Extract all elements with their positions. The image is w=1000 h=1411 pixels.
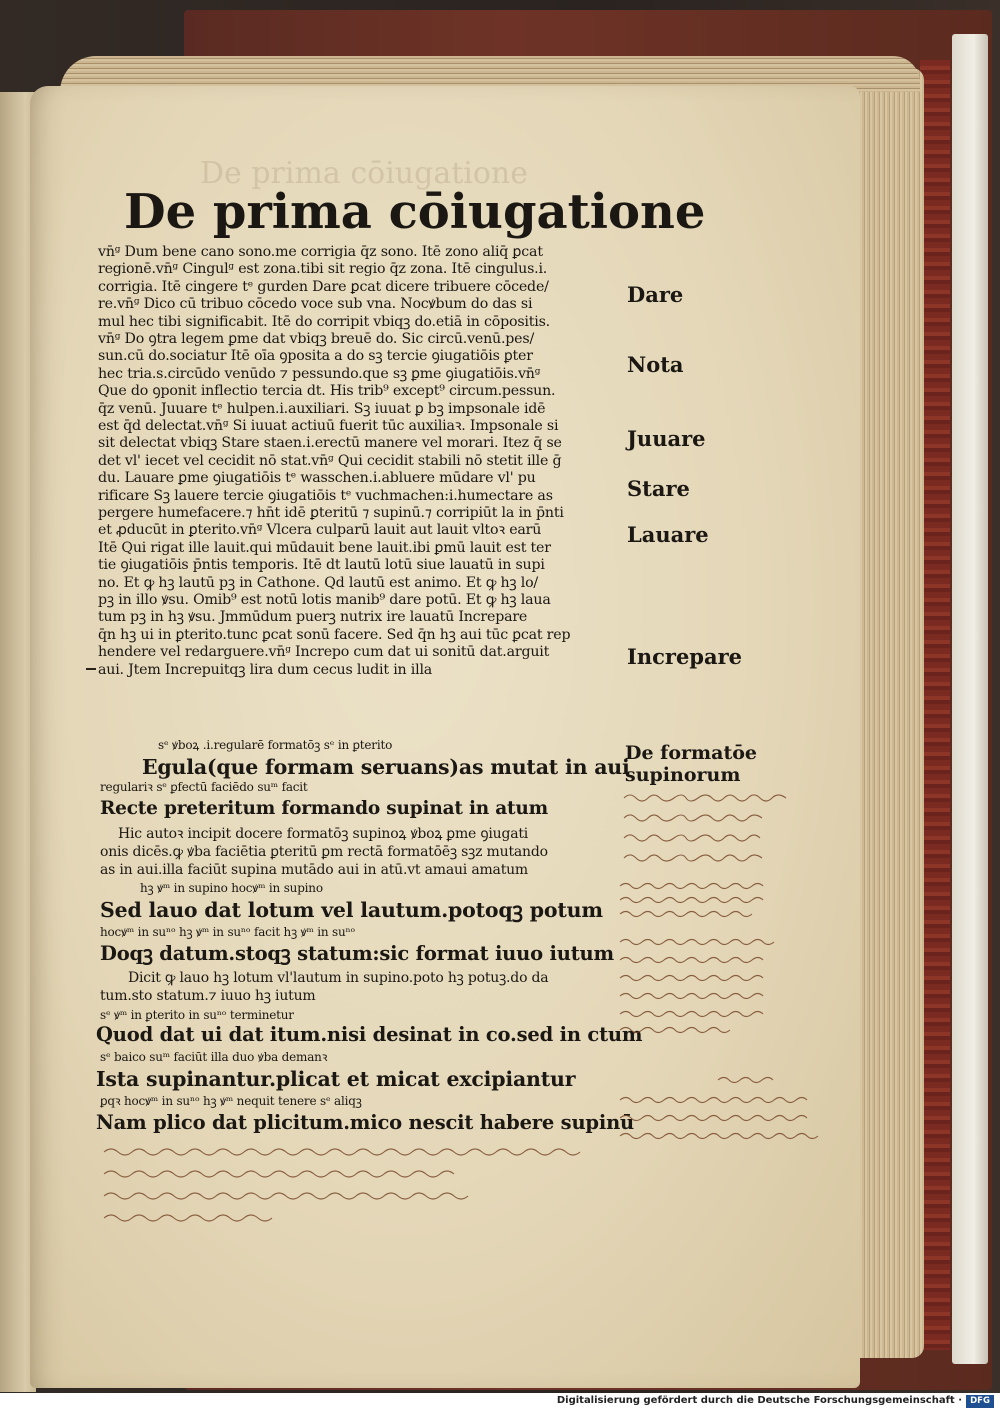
body-line: tum pꝫ in hꝫ ꝟsu. Jmmūdum puerꝫ nutrix ire lauatū Increpare xyxy=(98,609,528,626)
body-line: hendere vel redarguere.vn̄ᵍ Increpo cum dat ui sonitū dat.arguit xyxy=(98,644,550,661)
gloss-line-3: hꝫ ꝟᵐ in supino hocꝟᵐ in supino xyxy=(140,881,323,895)
verse-line-4: Doqꝫ datum.stoqꝫ statum:sic format iuuo iutum xyxy=(100,942,614,965)
gloss-line-6: sᵉ baico suᵐ faciūt illa duo ꝟba demanꝛ xyxy=(100,1050,328,1064)
margin-heading-nota: Nota xyxy=(627,352,684,377)
body-line: et ꝓducūt in ꝑterito.vn̄ᵍ Vlcera culparū lauit aut lauit vltoꝛ earū xyxy=(98,522,542,539)
commentary-line-4: Dicit ꝙ lauo hꝫ lotum vl'lautum in supino.poto hꝫ potuꝫ.do da xyxy=(128,970,549,986)
page-title: De prima cōiugatione xyxy=(124,184,706,240)
verse-line-5: Quod dat ui dat itum.nisi desinat in co.sed in ctum xyxy=(96,1023,643,1046)
margin-heading-dare: Dare xyxy=(627,282,684,307)
body-line: mul hec tibi significabit. Itē do corripit vbiqꝫ do.etiā in cōpositis. xyxy=(98,313,550,330)
body-line: q̄n hꝫ ui in ꝑterito.tunc ꝑcat sonū facere. Sed q̄n hꝫ aui tūc ꝑcat rep xyxy=(98,626,571,643)
gloss-line-7: ꝑqꝛ hocꝟᵐ in suⁿᵒ hꝫ ꝟᵐ nequit tenere sᵉ aliqꝫ xyxy=(100,1094,362,1108)
body-line: sit delectat vbiqꝫ Stare staen.i.erectū manere vel morari. Itez q̄ se xyxy=(98,435,562,452)
cover-red-edge xyxy=(920,60,950,1350)
commentary-line-1: Hic autoꝛ incipit docere formatōꝫ supinoꝝ ꝟboꝝ ꝑme ꝯiugati xyxy=(118,826,529,842)
body-line: rificare Sꝫ lauere tercie ꝯiugatiōis tᵉ vuchmachen:i.humectare as xyxy=(98,487,553,504)
margin-heading-lauare: Lauare xyxy=(627,522,709,547)
body-line: re.vn̄ᵍ Dico cū tribuo cōcedo voce sub vna. Nocꝟbum do das si xyxy=(98,296,533,313)
body-line: q̄z venū. Juuare tᵉ hulpen.i.auxiliari. Sꝫ iuuat ꝑ bꝫ impsonale idē xyxy=(98,400,546,417)
body-line: corrigia. Itē cingere tᵉ gurden Dare ꝑcat dicere tribuere cōcede/ xyxy=(98,278,549,295)
body-line: tie ꝯiugatiōis p̄ntis temporis. Itē dt lautū lotū siue lauatū in supi xyxy=(98,557,545,574)
verse-line-7: Nam plico dat plicitum.mico nescit habere supinū xyxy=(96,1111,635,1134)
body-line: vn̄ᵍ Dum bene cano sono.me corrigia q̄z sono. Itē zono aliq̄ ꝑcat xyxy=(98,244,543,260)
body-line: Que do ꝯponit inflectio tercia dt. His trib⁹ except⁹ circum.pessun. xyxy=(98,383,556,400)
gloss-line-4: hocꝟᵐ in suⁿᵒ hꝫ ꝟᵐ in suⁿᵒ facit hꝫ ꝟᵐ in suⁿᵒ xyxy=(100,925,355,939)
body-line: est q̄d delectat.vn̄ᵍ Si iuuat actiuū fuerit tūc auxiliaꝛ. Impsonale si xyxy=(98,418,559,434)
margin-heading-iuuare: Juuare xyxy=(627,426,706,451)
body-line: Itē Qui rigat ille lauit.qui mūdauit bene lauit.ibi ꝑmū lauit est ter xyxy=(98,539,551,556)
body-line: pergere humefacere.⁊ hn̄t idē ꝑteritū ⁊ supinū.⁊ corripiūt la in p̄nti xyxy=(98,505,564,521)
verse-line-1: Egula(que formam seruans)as mutat in aui xyxy=(142,755,630,779)
body-line: hec tria.s.circūdo venūdo ⁊ pessundo.que sꝫ ꝑme ꝯiugatiōis.vn̄ᵍ xyxy=(98,365,541,382)
commentary-line-5: tum.sto statum.⁊ iuuo hꝫ iutum xyxy=(100,988,316,1004)
gloss-line-5: sᵉ ꝟᵐ in ꝑterito in suⁿᵒ terminetur xyxy=(100,1008,294,1022)
commentary-line-2: onis dicēs.ꝙ ꝟba faciētia ꝑteritū ꝑm rectā formatōēꝫ sꝫz mutando xyxy=(100,844,548,860)
dfg-logo-icon: DFG xyxy=(966,1395,994,1408)
body-line: sun.cū do.sociatur Itē oīa ꝯposita a do sꝫ tercie ꝯiugatiōis ꝑter xyxy=(98,348,533,365)
body-line: det vl' iecet vel cecidit nō stat.vn̄ᵍ Qui cecidit stabili nō stetit ille ḡ xyxy=(98,452,562,469)
body-line: vn̄ᵍ Do ꝯtra legem ꝑme dat vbiqꝫ breuē do. Sic circū.venū.pes/ xyxy=(98,331,535,347)
commentary-line-3: as in aui.illa faciūt supina mutādo aui in atū.vt amaui amatum xyxy=(100,862,529,878)
body-line: aui. Jtem Increpuitqꝫ lira dum cecus ludit in illa xyxy=(98,661,433,678)
show-through-text: De prima cōiugatione xyxy=(200,156,529,191)
verse-line-2: Recte preteritum formando supinat in atum xyxy=(100,798,549,819)
margin-heading-formatio: De formatōe xyxy=(625,742,757,764)
verse-line-3: Sed lauo dat lotum vel lautum.potoqꝫ potum xyxy=(100,898,603,922)
body-line: du. Lauare ꝑme ꝯiugatiōis tᵉ wasschen.i.abluere mūdare vl' pu xyxy=(98,470,536,487)
verse-line-6: Ista supinantur.plicat et micat excipiantur xyxy=(96,1067,576,1091)
cover-edge xyxy=(952,34,988,1364)
pointer-mark xyxy=(86,668,96,670)
margin-heading-increpare: Increpare xyxy=(627,644,743,669)
margin-heading-supinorum: supinorum xyxy=(625,764,741,786)
gloss-line-1: sᵉ ꝟboꝝ .i.regularē formatōꝫ sᵉ in ꝑterito xyxy=(158,738,393,752)
handwritten-bottom-notes xyxy=(100,1138,620,1238)
handwritten-margin-notes xyxy=(618,786,836,1166)
body-line: no. Et ꝙ hꝫ lautū pꝫ in Cathone. Qd lautū est animo. Et ꝙ hꝫ lo/ xyxy=(98,574,539,591)
body-line: regionē.vn̄ᵍ Cingulᵍ est zona.tibi sit regio q̄z zona. Itē cingulus.i. xyxy=(98,261,548,278)
body-line: pꝫ in illo ꝟsu. Omib⁹ est notū lotis manib⁹ dare potū. Et ꝙ hꝫ laua xyxy=(98,592,551,608)
margin-heading-stare: Stare xyxy=(627,476,690,501)
credit-text: Digitalisierung gefördert durch die Deutsche Forschungsgemeinschaft · xyxy=(556,1395,962,1406)
gloss-line-2: regulariꝛ sᵉ ꝑfectū faciēdo suᵐ facit xyxy=(100,780,308,794)
